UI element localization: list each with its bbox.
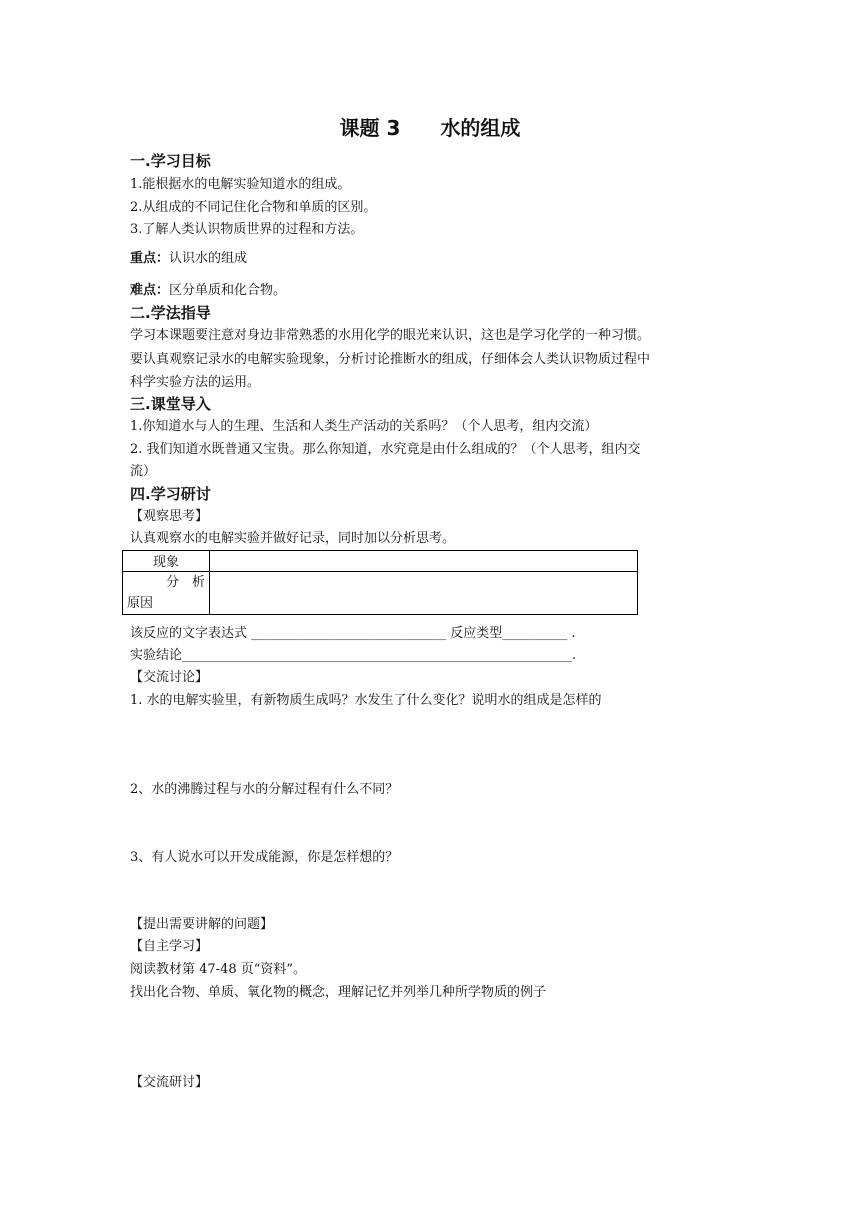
section-heading-goals: 一.学习目标 (130, 152, 211, 170)
difficult-point-text: 区分单质和化合物。 (169, 283, 287, 298)
method-line: 科学实验方法的运用。 (130, 375, 261, 390)
discuss-question: 3、有人说水可以开发成能源，你是怎样想的？ (130, 850, 399, 865)
intro-line: 流） (130, 464, 157, 479)
discuss-question: 1. 水的电解实验里，有新物质生成吗？水发生了什么变化？说明水的组成是怎样的 (130, 693, 602, 708)
intro-line: 2. 我们知道水既普通又宝贵。那么你知道，水究竟是由什么组成的？（个人思考，组内交 (130, 442, 641, 457)
table-label-line: 原因 (127, 596, 154, 611)
self-study-line: 找出化合物、单质、氧化物的概念，理解记忆并列举几种所学物质的例子 (130, 985, 547, 1000)
discuss-title: 【交流讨论】 (130, 670, 209, 685)
conclusion-line: 实验结论____________________________________________________________. (130, 648, 577, 663)
section-heading-intro: 三.课堂导入 (130, 395, 211, 413)
table-row (123, 572, 638, 615)
method-line: 学习本课题要注意对身边非常熟悉的水用化学的眼光来认识，这也是学习化学的一种习惯。 (130, 328, 651, 343)
table-cell-label: 现象 (123, 551, 210, 572)
ask-title: 【提出需要讲解的问题】 (130, 917, 274, 932)
goal-item: 1.能根据水的电解实验知道水的组成。 (130, 177, 351, 192)
section-heading-study: 四.学习研讨 (130, 485, 211, 503)
section-heading-method: 二.学法指导 (130, 304, 211, 322)
self-study-line: 阅读教材第 47-48 页“资料”。 (130, 962, 307, 977)
table-row (123, 551, 638, 572)
table-label-line: 分 析 (165, 575, 205, 590)
table-cell-answer[interactable] (210, 551, 638, 572)
exchange-title: 【交流研讨】 (130, 1075, 209, 1090)
table-cell-label (123, 572, 210, 615)
difficult-point-label: 难点： (130, 283, 170, 298)
reaction-line: 该反应的文字表达式 ______________________________ 反应类型__________ . (130, 626, 576, 641)
goal-item: 3.了解人类认识物质世界的过程和方法。 (130, 222, 364, 237)
page-title (0, 116, 860, 140)
discuss-question: 2、水的沸腾过程与水的分解过程有什么不同？ (130, 782, 399, 797)
key-point-label: 重点： (130, 251, 170, 266)
goal-item: 2.从组成的不同记住化合物和单质的区别。 (130, 200, 377, 215)
intro-line: 1.你知道水与人的生理、生活和人类生产活动的关系吗？（个人思考，组内交流） (130, 419, 598, 434)
observe-text: 认真观察水的电解实验并做好记录，同时加以分析思考。 (130, 531, 456, 546)
observation-table (122, 550, 638, 615)
method-line: 要认真观察记录水的电解实验现象，分析讨论推断水的组成，仔细体会人类认识物质过程中 (130, 352, 651, 367)
key-point-text: 认识水的组成 (169, 251, 248, 266)
self-study-title: 【自主学习】 (130, 939, 209, 954)
title-main: 课题 3 (339, 116, 401, 140)
key-point (130, 251, 247, 267)
observe-title: 【观察思考】 (130, 509, 209, 524)
table-cell-answer[interactable] (210, 572, 638, 615)
title-sub: 水的组成 (440, 116, 521, 140)
difficult-point (130, 283, 286, 299)
